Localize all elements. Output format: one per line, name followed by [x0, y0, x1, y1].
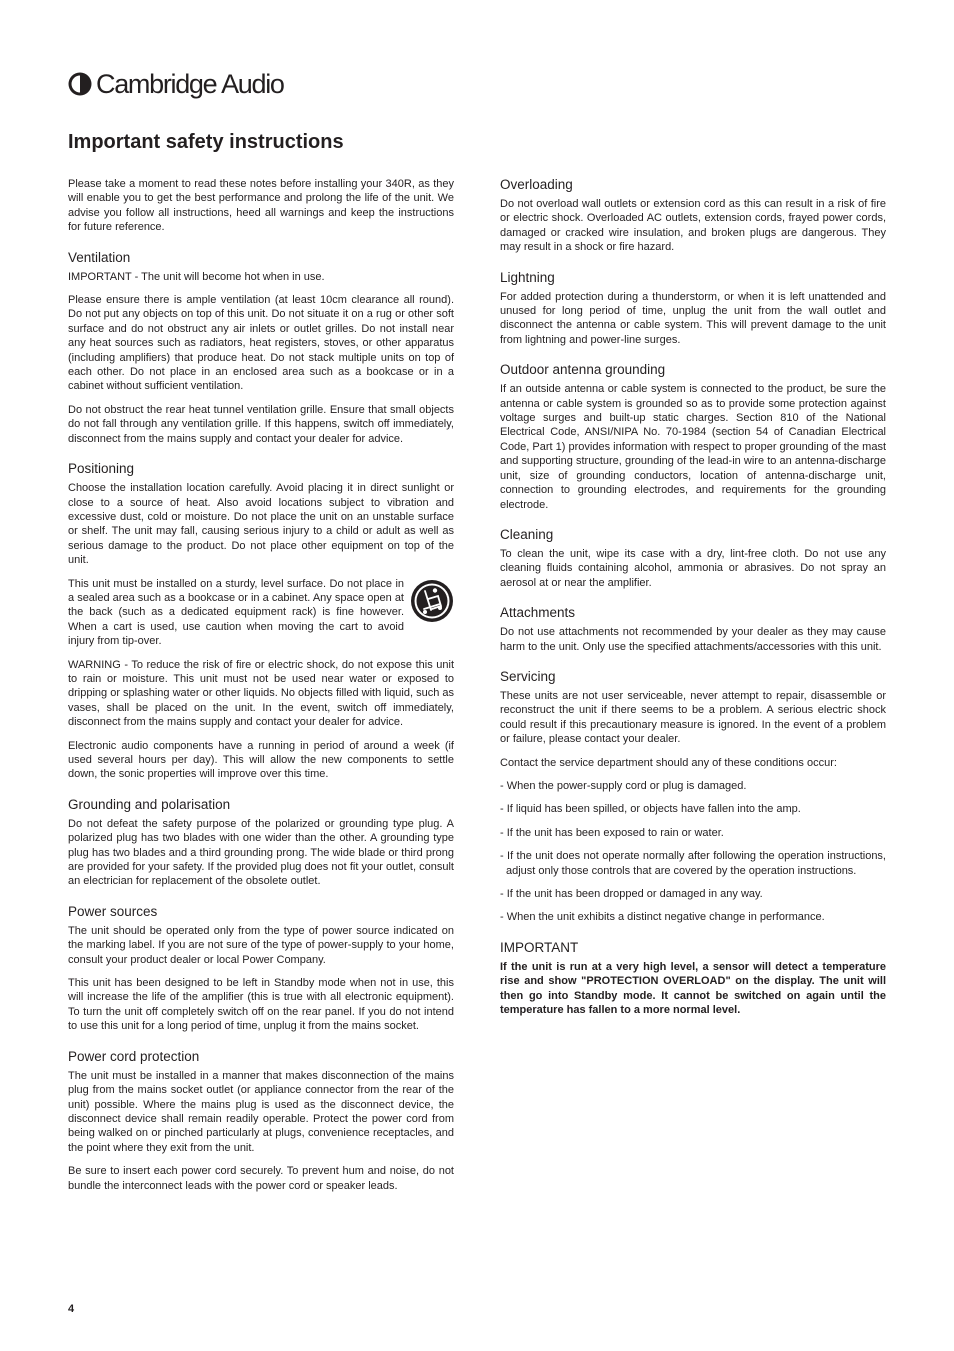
power-cord-heading: Power cord protection — [68, 1048, 200, 1064]
servicing-item: - If the unit has been dropped or damaged in any way. — [500, 888, 763, 900]
servicing-item: - If the unit does not operate normally after following the operation instructions, adjust only those controls that are covered by the operation instructions. — [500, 850, 886, 877]
ventilation-section — [68, 250, 454, 446]
positioning-p4: Electronic audio components have a running in period of around a week (if used several hours per day). This will allow the new components to settle down, the sonic properties will improve over this time. — [68, 739, 454, 781]
grounding-p1: Do not defeat the safety purpose of the polarized or grounding type plug. A polarized plug has two blades with one wider than the other. A grounding type plug has two blades and a third grounding prong. The wide blade or third prong are provided for your safety. If the provided plug does not fit your outlet, consult an electrician for replacement of the obsolete outlet. — [68, 817, 454, 888]
attachments-p1: Do not use attachments not recommended by your dealer as they may cause harm to the unit. Only use the specified attachments/accessories with this unit. — [500, 626, 886, 653]
cleaning-heading: Cleaning — [500, 526, 554, 542]
important-p1: If the unit is run at a very high level, a sensor will detect a temperature rise and show "PROTECTION OVERLOAD" on the display. The unit will then go into Standby mode. It cannot be switched on again until the temperature has fallen to a more normal level. — [500, 960, 886, 1017]
attachments-section — [500, 605, 886, 654]
servicing-item: - If liquid has been spilled, or objects have fallen into the amp. — [500, 803, 801, 816]
power-sources-section — [68, 904, 454, 1034]
brand-name: Cambridge Audio — [96, 68, 284, 99]
antenna-p1: If an outside antenna or cable system is connected to the product, be sure the antenna or cable system is grounded so as to provide some protection against voltage surges and built-up static charges. Section 810 of the National Electrical Code, ANSI/NIPA No. 70-1984 (section 54 of Canadian Electrical Code, Part 1) provides information with respect to proper grounding of the mast and supporting structure, grounding of the lead-in wire to an antenna-discharge unit, size of grounding conductors, location of antenna-discharge unit, connection to grounding electrodes, and requirements for the grounding electrode. — [500, 383, 886, 511]
intro-section — [68, 177, 454, 235]
positioning-section — [68, 461, 454, 782]
grounding-section — [68, 797, 454, 889]
cleaning-section — [500, 527, 886, 590]
servicing-heading: Servicing — [500, 668, 556, 684]
intro-text: Please take a moment to read these notes before installing your 340R, as they will enable you to get the best performance and prolong the life of the unit. We advise you follow all instructions, heed all warnings and keep the instructions for future reference. — [68, 178, 454, 234]
lightning-heading: Lightning — [500, 269, 555, 285]
cart-warning-block — [68, 577, 454, 658]
cleaning-p1: To clean the unit, wipe its case with a dry, lint-free cloth. Do not use any cleaning fluids containing alcohol, ammonia or abrasives. Do not spray an aerosol at or near the amplifier. — [500, 547, 886, 589]
servicing-item: - When the unit exhibits a distinct negative change in performance. — [500, 911, 825, 924]
left-column — [68, 177, 454, 1208]
servicing-p1: These units are not user serviceable, never attempt to repair, disassemble or reconstruct the unit if there seems to be a problem. A serious electric shock could result if this precautionary measure is ignored. In the event of a problem or failure, please contact your dealer. — [500, 689, 886, 746]
ventilation-p3: Do not obstruct the rear heat tunnel ventilation grille. Ensure that small objects do not fall through any ventilation grille. If this happens, switch off immediately, disconnect from the mains supply and contact your dealer for advice. — [68, 403, 454, 445]
ventilation-p1: IMPORTANT - The unit will become hot when in use. — [68, 270, 325, 283]
positioning-p2: This unit must be installed on a sturdy, level surface. Do not place in a sealed area such as a bookcase or in a cabinet. Any space open at the back (such as a dedicated equipment rack) is fine however. When a cart is used, use caution when moving the cart to avoid injury from tip-over. — [68, 577, 404, 648]
right-column — [500, 177, 886, 1032]
power-sources-heading: Power sources — [68, 903, 158, 919]
antenna-heading: Outdoor antenna grounding — [500, 362, 666, 378]
brand-logo — [68, 68, 284, 100]
servicing-p2: Contact the service department should any of these conditions occur: — [500, 756, 837, 769]
ventilation-p2: Please ensure there is ample ventilation (at least 10cm clearance all round). Do not put any objects on top of this unit. Do not situate it on a rug or other soft surface and do not obstruct any air inlets or outlet grilles. Do not install near any heat sources such as radiators, heat registers, stoves, or other apparatus (including amplifiers) that produce heat. Do not stack multiple units on top of each other. Do not place in an enclosed area such as a bookcase or in a cabinet without sufficient ventilation. — [68, 294, 454, 393]
overloading-p1: Do not overload wall outlets or extension cord as this can result in a risk of fire or electric shock. Overloaded AC outlets, extension cords, frayed power cords, damaged or cracked wire insulation, and broken plugs are dangerous. They may result in a shock or fire hazard. — [500, 198, 886, 254]
power-cord-section — [68, 1049, 454, 1193]
lightning-p1: For added protection during a thunderstorm, or when it is left unattended and unused for long period of time, unplug the unit from the wall outlet and disconnect the antenna or cable system. This will prevent damage to the unit from lightning and power-line surges. — [500, 290, 886, 346]
power-sources-p1: The unit should be operated only from the type of power source indicated on the marking label. If you are not sure of the type of power-supply to your home, consult your product dealer or local Power Company. — [68, 924, 454, 966]
cart-tipover-warning-icon — [410, 579, 454, 623]
positioning-p3: WARNING - To reduce the risk of fire or electric shock, do not expose this unit to rain or moisture. This unit must not be used near water or exposed to dripping or splashing water or other liquids. No objects filled with liquid, such as vases, shall be placed on the unit. In the event, switch off immediately, disconnect from the mains supply and contact your dealer for advice. — [68, 658, 454, 729]
page-title: Important safety instructions — [68, 131, 344, 153]
overloading-section — [500, 177, 886, 255]
positioning-heading: Positioning — [68, 461, 135, 477]
power-sources-p2: This unit has been designed to be left in Standby mode when not in use, this will increase the life of the amplifier (this is true with all electronic equipment). To turn the unit off completely switch off on the rear panel. If you do not intend to use this unit for a long period of time, unplug it from the mains socket. — [68, 977, 454, 1033]
power-cord-p2: Be sure to insert each power cord securely. To prevent hum and noise, do not bundle the interconnect leads with the power cord or speaker leads. — [68, 1165, 454, 1192]
overloading-heading: Overloading — [500, 177, 573, 192]
important-heading: IMPORTANT — [500, 939, 579, 955]
lightning-section — [500, 270, 886, 348]
servicing-item: - If the unit has been exposed to rain or water. — [500, 826, 724, 839]
cambridge-audio-logo-icon — [68, 72, 92, 96]
attachments-heading: Attachments — [500, 605, 576, 621]
power-cord-p1: The unit must be installed in a manner that makes disconnection of the mains plug from the mains socket outlet (or appliance connector from the rear of the unit) possible. Where the mains plug is used as the disconnect device, the disconnect device shall remain readily operable. Protect the power cord from being walked on or pinched particularly at plugs, convenience receptacles, and the point where they exit from the unit. — [68, 1069, 454, 1154]
servicing-section — [500, 669, 886, 925]
ventilation-heading: Ventilation — [68, 249, 131, 265]
antenna-section — [500, 362, 886, 512]
important-section — [500, 940, 886, 1018]
page-number: 4 — [68, 1303, 75, 1315]
servicing-item: - When the power-supply cord or plug is damaged. — [500, 779, 747, 792]
positioning-p1: Choose the installation location carefully. Avoid placing it in direct sunlight or close to a source of heat. Also avoid locations subject to vibration and excessive dust, cold or moisture. Do not place the unit on an unstable surface or shelf. The unit may fall, causing serious injury to a child or adult as well as serious damage to the product. Do not place other equipment on top of the unit. — [68, 482, 454, 567]
grounding-heading: Grounding and polarisation — [68, 796, 231, 812]
